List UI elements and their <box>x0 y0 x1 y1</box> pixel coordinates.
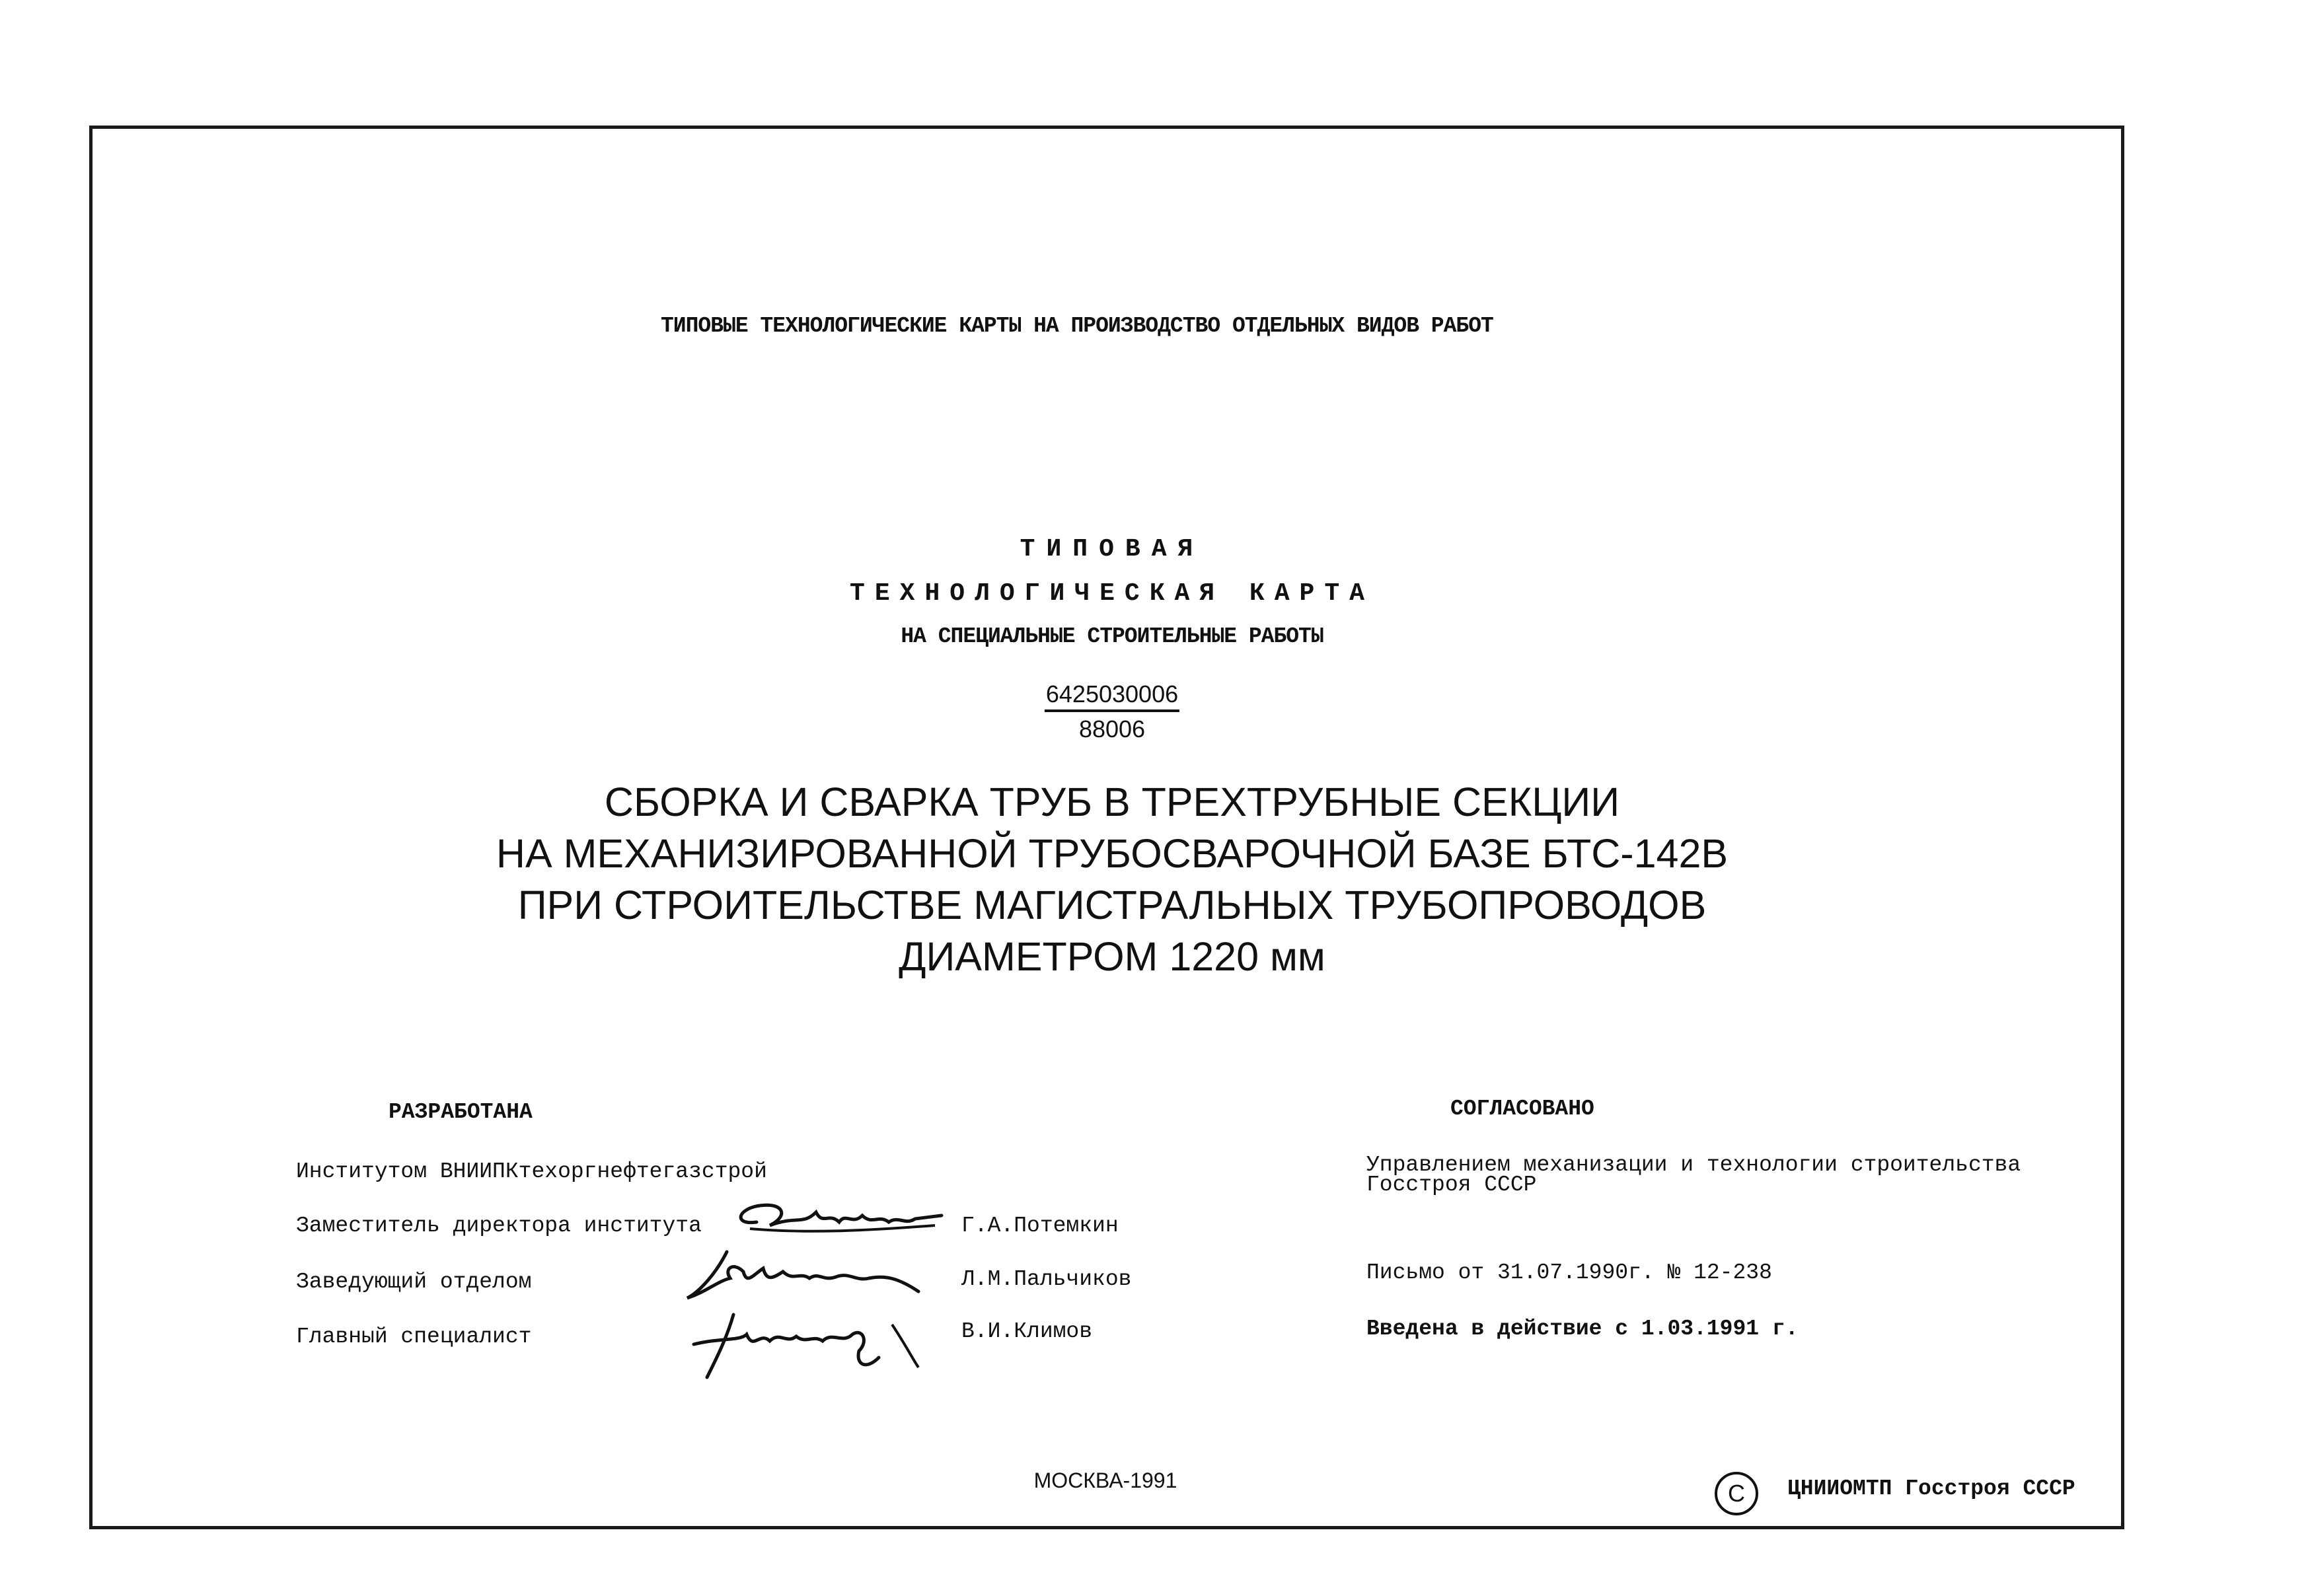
developer-role-3: Главный специалист <box>296 1324 532 1349</box>
agreed-org-line-2: Госстроя СССР <box>1366 1173 1537 1197</box>
signature-palchikov <box>681 1245 958 1311</box>
doc-type-line-3: НА СПЕЦИАЛЬНЫЕ СТРОИТЕЛЬНЫЕ РАБОТЫ <box>901 624 1323 649</box>
agreed-effective-date: Введена в действие с 1.03.1991 г. <box>1366 1317 1799 1341</box>
developer-name-2: Л.М.Пальчиков <box>961 1267 1132 1291</box>
copyright-icon: C <box>1715 1472 1758 1515</box>
doc-code-sub: 88006 <box>1078 715 1146 743</box>
doc-type-line-2: ТЕХНОЛОГИЧЕСКАЯ КАРТА <box>850 579 1374 608</box>
main-title <box>352 776 1872 982</box>
developed-institute: Институтом ВНИИПКтехоргнефтегазстрой <box>296 1159 767 1184</box>
main-title-line-3: ПРИ СТРОИТЕЛЬСТВЕ МАГИСТРАЛЬНЫХ ТРУБОПРОВОДОВ <box>517 883 1707 927</box>
signature-klimov <box>681 1305 958 1384</box>
main-title-line-2: НА МЕХАНИЗИРОВАННОЙ ТРУБОСВАРОЧНОЙ БАЗЕ БТС-142В <box>496 831 1729 876</box>
developer-role-1: Заместитель директора института <box>296 1214 702 1238</box>
signature-potemkin <box>730 1189 948 1249</box>
agreed-heading: СОГЛАСОВАНО <box>1450 1097 1594 1121</box>
main-title-line-4: ДИАМЕТРОМ 1220 мм <box>899 934 1325 979</box>
doc-type-line-1: ТИПОВАЯ <box>1020 535 1205 563</box>
developer-role-2: Заведующий отделом <box>296 1270 532 1294</box>
doc-code-number: 6425030006 <box>1045 680 1179 712</box>
agreed-letter: Письмо от 31.07.1990г. № 12-238 <box>1366 1260 1772 1285</box>
developer-name-3: В.И.Климов <box>961 1319 1093 1344</box>
agreed-org-line-1: Управлением механизации и технологии строительства <box>1366 1153 2021 1177</box>
developer-name-1: Г.А.Потемкин <box>961 1214 1119 1238</box>
main-title-line-1: СБОРКА И СВАРКА ТРУБ В ТРЕХТРУБНЫЕ СЕКЦИИ <box>604 780 1620 824</box>
series-title: ТИПОВЫЕ ТЕХНОЛОГИЧЕСКИЕ КАРТЫ НА ПРОИЗВОДСТВО ОТДЕЛЬНЫХ ВИДОВ РАБОТ <box>661 314 1493 338</box>
footer-publisher: ЦНИИОМТП Госстроя СССР <box>1787 1476 2075 1501</box>
footer-city-year: МОСКВА-1991 <box>1033 1469 1177 1492</box>
developed-heading: РАЗРАБОТАНА <box>389 1100 533 1124</box>
